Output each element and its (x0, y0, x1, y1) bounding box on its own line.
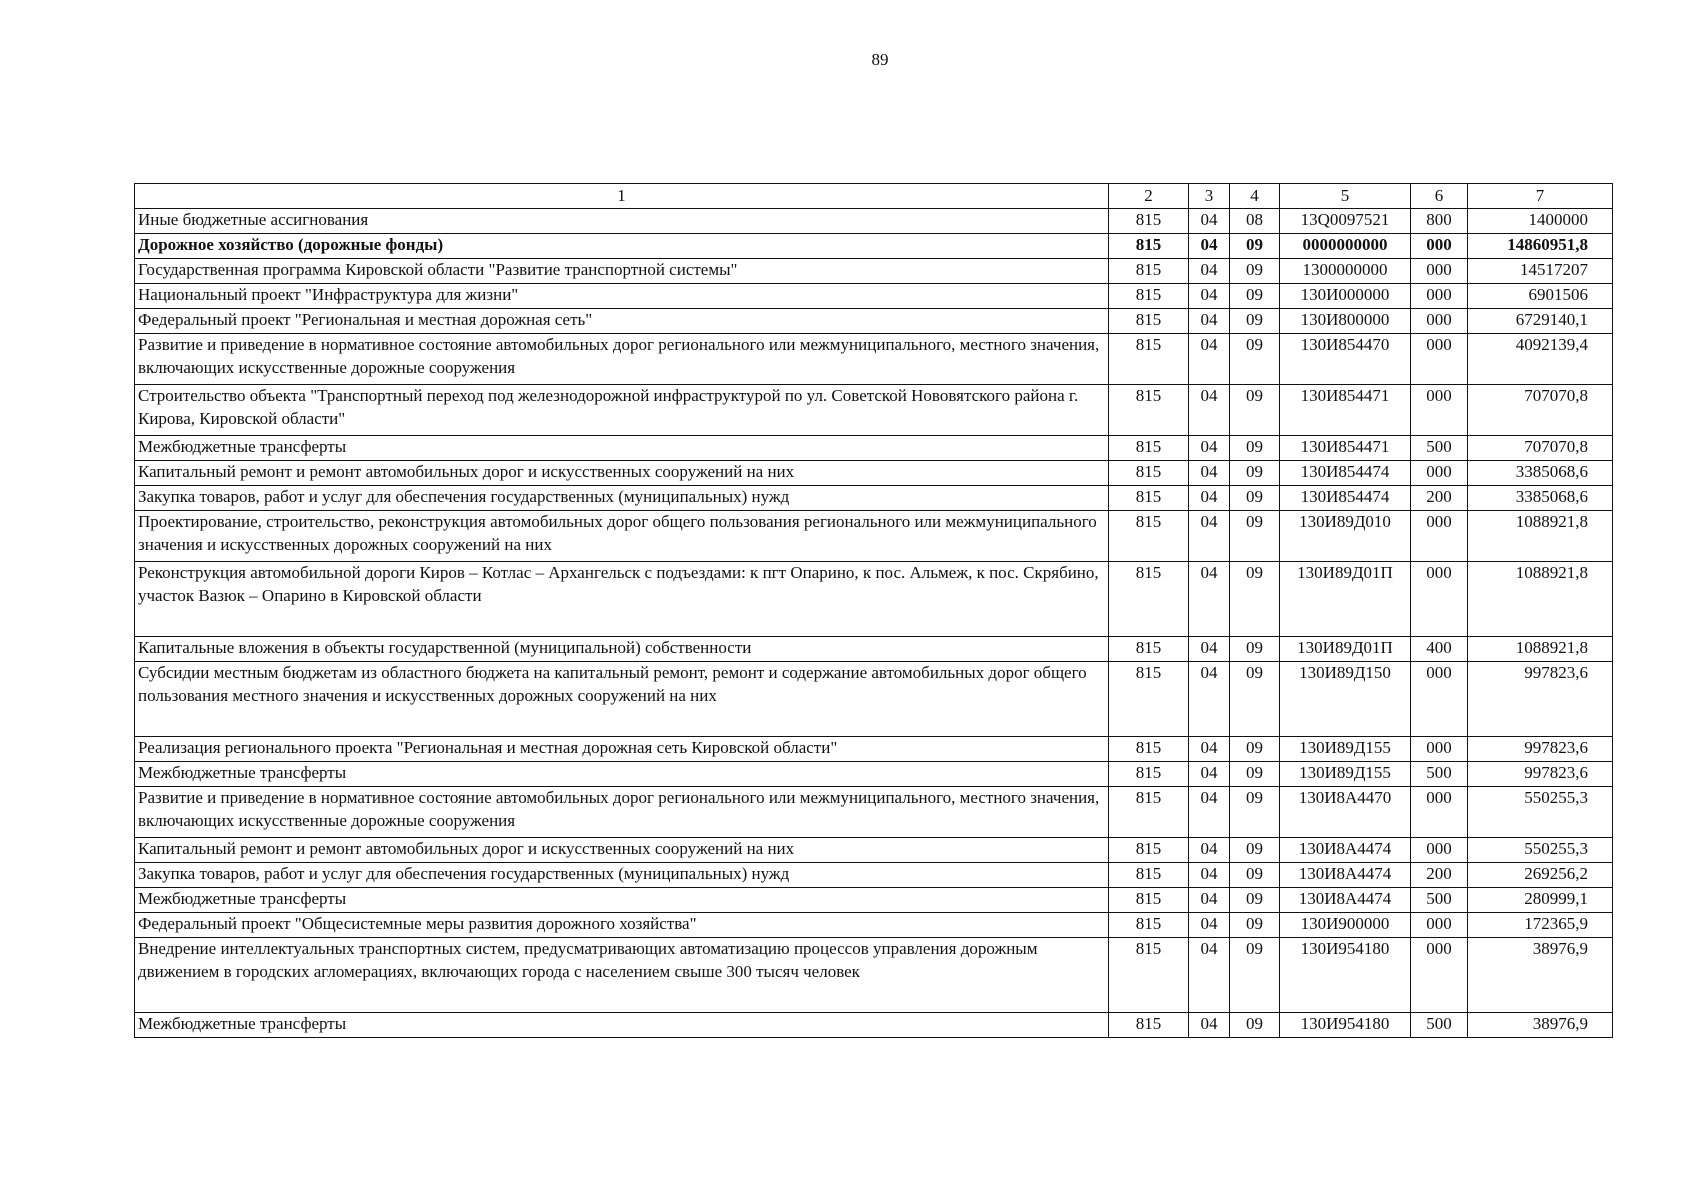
header-row (135, 184, 1613, 209)
cell-expense-type: 200 (1411, 863, 1468, 888)
table-row (135, 259, 1613, 284)
cell-name: Закупка товаров, работ и услуг для обеспечения государственных (муниципальных) нужд (135, 486, 1109, 511)
cell-section: 04 (1189, 762, 1230, 787)
cell-section: 04 (1189, 662, 1230, 737)
budget-table (134, 183, 1613, 1038)
cell-target-article: 130И854474 (1280, 461, 1411, 486)
column-header-6: 6 (1411, 184, 1468, 209)
cell-section: 04 (1189, 511, 1230, 562)
cell-ved: 815 (1109, 259, 1189, 284)
cell-amount: 1400000 (1468, 209, 1613, 234)
cell-target-article: 130И854474 (1280, 486, 1411, 511)
cell-amount: 6729140,1 (1468, 309, 1613, 334)
cell-subsection: 09 (1230, 309, 1280, 334)
cell-ved: 815 (1109, 737, 1189, 762)
cell-section: 04 (1189, 209, 1230, 234)
cell-ved: 815 (1109, 838, 1189, 863)
cell-target-article: 0000000000 (1280, 234, 1411, 259)
table-row (135, 385, 1613, 436)
cell-ved: 815 (1109, 938, 1189, 1013)
cell-name: Федеральный проект "Общесистемные меры развития дорожного хозяйства" (135, 913, 1109, 938)
cell-section: 04 (1189, 863, 1230, 888)
cell-ved: 815 (1109, 309, 1189, 334)
column-header-1: 1 (135, 184, 1109, 209)
cell-subsection: 09 (1230, 863, 1280, 888)
cell-subsection: 09 (1230, 259, 1280, 284)
cell-expense-type: 400 (1411, 637, 1468, 662)
table-row (135, 863, 1613, 888)
cell-amount: 38976,9 (1468, 1013, 1613, 1038)
cell-expense-type: 000 (1411, 913, 1468, 938)
table-row (135, 637, 1613, 662)
cell-amount: 14860951,8 (1468, 234, 1613, 259)
column-header-3: 3 (1189, 184, 1230, 209)
cell-name: Капитальный ремонт и ремонт автомобильных дорог и искусственных сооружений на них (135, 838, 1109, 863)
cell-expense-type: 000 (1411, 562, 1468, 637)
cell-target-article: 130И8А4474 (1280, 863, 1411, 888)
table-row (135, 234, 1613, 259)
cell-target-article: 130И854471 (1280, 436, 1411, 461)
cell-name: Строительство объекта "Транспортный переход под железнодорожной инфраструктурой по ул. Советской Нововятского района г. Кирова, Кировской области" (135, 385, 1109, 436)
cell-name: Развитие и приведение в нормативное состояние автомобильных дорог регионального или межмуниципального, местного значения, включающих искусственные дорожные сооружения (135, 334, 1109, 385)
cell-name: Субсидии местным бюджетам из областного бюджета на капитальный ремонт, ремонт и содержание автомобильных дорог общего пользования местного значения и искусственных дорожных сооружений на них (135, 662, 1109, 737)
cell-subsection: 09 (1230, 334, 1280, 385)
cell-amount: 1088921,8 (1468, 562, 1613, 637)
cell-subsection: 09 (1230, 762, 1280, 787)
table-row (135, 838, 1613, 863)
cell-subsection: 09 (1230, 284, 1280, 309)
cell-target-article: 130И954180 (1280, 1013, 1411, 1038)
column-header-2: 2 (1109, 184, 1189, 209)
cell-subsection: 09 (1230, 234, 1280, 259)
cell-expense-type: 500 (1411, 436, 1468, 461)
table-row (135, 762, 1613, 787)
cell-target-article: 130И8А4474 (1280, 888, 1411, 913)
table-row (135, 938, 1613, 1013)
cell-subsection: 09 (1230, 511, 1280, 562)
table-row (135, 209, 1613, 234)
cell-section: 04 (1189, 334, 1230, 385)
cell-target-article: 130И8А4470 (1280, 787, 1411, 838)
cell-section: 04 (1189, 838, 1230, 863)
cell-expense-type: 000 (1411, 787, 1468, 838)
cell-name: Дорожное хозяйство (дорожные фонды) (135, 234, 1109, 259)
cell-name: Иные бюджетные ассигнования (135, 209, 1109, 234)
cell-expense-type: 000 (1411, 309, 1468, 334)
cell-ved: 815 (1109, 662, 1189, 737)
cell-target-article: 130И800000 (1280, 309, 1411, 334)
cell-amount: 6901506 (1468, 284, 1613, 309)
cell-ved: 815 (1109, 762, 1189, 787)
cell-target-article: 130И89Д01П (1280, 562, 1411, 637)
cell-ved: 815 (1109, 1013, 1189, 1038)
cell-expense-type: 000 (1411, 234, 1468, 259)
cell-target-article: 130И854471 (1280, 385, 1411, 436)
cell-target-article: 130И900000 (1280, 913, 1411, 938)
cell-amount: 172365,9 (1468, 913, 1613, 938)
cell-name: Федеральный проект "Региональная и местная дорожная сеть" (135, 309, 1109, 334)
cell-section: 04 (1189, 737, 1230, 762)
cell-ved: 815 (1109, 436, 1189, 461)
cell-expense-type: 800 (1411, 209, 1468, 234)
cell-amount: 997823,6 (1468, 662, 1613, 737)
cell-subsection: 09 (1230, 486, 1280, 511)
cell-expense-type: 000 (1411, 737, 1468, 762)
cell-target-article: 1300000000 (1280, 259, 1411, 284)
cell-expense-type: 500 (1411, 888, 1468, 913)
cell-amount: 3385068,6 (1468, 461, 1613, 486)
cell-name: Капитальный ремонт и ремонт автомобильных дорог и искусственных сооружений на них (135, 461, 1109, 486)
cell-section: 04 (1189, 436, 1230, 461)
cell-subsection: 09 (1230, 838, 1280, 863)
table-row (135, 787, 1613, 838)
table-row (135, 334, 1613, 385)
cell-target-article: 130И89Д155 (1280, 762, 1411, 787)
cell-ved: 815 (1109, 385, 1189, 436)
cell-amount: 997823,6 (1468, 762, 1613, 787)
cell-amount: 707070,8 (1468, 385, 1613, 436)
cell-subsection: 09 (1230, 938, 1280, 1013)
cell-expense-type: 000 (1411, 284, 1468, 309)
cell-subsection: 08 (1230, 209, 1280, 234)
cell-target-article: 130И8А4474 (1280, 838, 1411, 863)
cell-subsection: 09 (1230, 385, 1280, 436)
cell-expense-type: 000 (1411, 511, 1468, 562)
page-number: 89 (871, 50, 889, 69)
cell-section: 04 (1189, 1013, 1230, 1038)
cell-section: 04 (1189, 637, 1230, 662)
cell-section: 04 (1189, 309, 1230, 334)
table-row (135, 662, 1613, 737)
cell-ved: 815 (1109, 486, 1189, 511)
cell-amount: 1088921,8 (1468, 637, 1613, 662)
cell-target-article: 130И854470 (1280, 334, 1411, 385)
cell-expense-type: 000 (1411, 838, 1468, 863)
cell-amount: 38976,9 (1468, 938, 1613, 1013)
cell-ved: 815 (1109, 334, 1189, 385)
table-body (135, 209, 1613, 1038)
cell-name: Национальный проект "Инфраструктура для жизни" (135, 284, 1109, 309)
cell-amount: 280999,1 (1468, 888, 1613, 913)
table-row (135, 511, 1613, 562)
cell-expense-type: 000 (1411, 461, 1468, 486)
cell-name: Закупка товаров, работ и услуг для обеспечения государственных (муниципальных) нужд (135, 863, 1109, 888)
cell-name: Межбюджетные трансферты (135, 436, 1109, 461)
cell-amount: 1088921,8 (1468, 511, 1613, 562)
cell-section: 04 (1189, 938, 1230, 1013)
table-row (135, 461, 1613, 486)
cell-amount: 14517207 (1468, 259, 1613, 284)
cell-ved: 815 (1109, 511, 1189, 562)
cell-name: Межбюджетные трансферты (135, 888, 1109, 913)
cell-amount: 997823,6 (1468, 737, 1613, 762)
cell-name: Государственная программа Кировской области "Развитие транспортной системы" (135, 259, 1109, 284)
cell-name: Капитальные вложения в объекты государственной (муниципальной) собственности (135, 637, 1109, 662)
cell-amount: 3385068,6 (1468, 486, 1613, 511)
cell-section: 04 (1189, 284, 1230, 309)
cell-section: 04 (1189, 562, 1230, 637)
cell-expense-type: 500 (1411, 1013, 1468, 1038)
cell-name: Межбюджетные трансферты (135, 1013, 1109, 1038)
table-row (135, 486, 1613, 511)
cell-target-article: 130И89Д01П (1280, 637, 1411, 662)
cell-subsection: 09 (1230, 436, 1280, 461)
cell-expense-type: 000 (1411, 938, 1468, 1013)
cell-ved: 815 (1109, 284, 1189, 309)
cell-expense-type: 000 (1411, 662, 1468, 737)
cell-amount: 550255,3 (1468, 838, 1613, 863)
cell-section: 04 (1189, 385, 1230, 436)
cell-name: Реализация регионального проекта "Региональная и местная дорожная сеть Кировской области" (135, 737, 1109, 762)
table-row (135, 309, 1613, 334)
cell-ved: 815 (1109, 461, 1189, 486)
cell-expense-type: 000 (1411, 334, 1468, 385)
cell-subsection: 09 (1230, 461, 1280, 486)
table-row (135, 1013, 1613, 1038)
cell-amount: 269256,2 (1468, 863, 1613, 888)
cell-name: Реконструкция автомобильной дороги Киров – Котлас – Архангельск с подъездами: к пгт Опарино, к пос. Альмеж, к пос. Скрябино, участок Вазюк – Опарино в Кировской области (135, 562, 1109, 637)
cell-expense-type: 000 (1411, 385, 1468, 436)
cell-ved: 815 (1109, 913, 1189, 938)
cell-subsection: 09 (1230, 562, 1280, 637)
cell-amount: 550255,3 (1468, 787, 1613, 838)
cell-amount: 4092139,4 (1468, 334, 1613, 385)
table-row (135, 562, 1613, 637)
cell-target-article: 130И89Д155 (1280, 737, 1411, 762)
cell-subsection: 09 (1230, 1013, 1280, 1038)
cell-section: 04 (1189, 259, 1230, 284)
cell-section: 04 (1189, 787, 1230, 838)
cell-ved: 815 (1109, 888, 1189, 913)
cell-subsection: 09 (1230, 888, 1280, 913)
cell-name: Внедрение интеллектуальных транспортных систем, предусматривающих автоматизацию процессов управления дорожным движением в городских агломерациях, включающих города с населением свыше 300 тысяч человек (135, 938, 1109, 1013)
table-row (135, 436, 1613, 461)
cell-subsection: 09 (1230, 637, 1280, 662)
cell-subsection: 09 (1230, 737, 1280, 762)
cell-target-article: 13Q0097521 (1280, 209, 1411, 234)
table-row (135, 284, 1613, 309)
cell-ved: 815 (1109, 863, 1189, 888)
cell-ved: 815 (1109, 637, 1189, 662)
cell-ved: 815 (1109, 209, 1189, 234)
table-row (135, 737, 1613, 762)
cell-section: 04 (1189, 234, 1230, 259)
cell-section: 04 (1189, 486, 1230, 511)
column-header-7: 7 (1468, 184, 1613, 209)
cell-expense-type: 200 (1411, 486, 1468, 511)
cell-section: 04 (1189, 461, 1230, 486)
cell-target-article: 130И89Д010 (1280, 511, 1411, 562)
table-row (135, 913, 1613, 938)
cell-expense-type: 000 (1411, 259, 1468, 284)
cell-target-article: 130И954180 (1280, 938, 1411, 1013)
cell-name: Проектирование, строительство, реконструкция автомобильных дорог общего пользования регионального или межмуниципального значения и искусственных дорожных сооружений на них (135, 511, 1109, 562)
cell-expense-type: 500 (1411, 762, 1468, 787)
cell-subsection: 09 (1230, 787, 1280, 838)
cell-target-article: 130И000000 (1280, 284, 1411, 309)
cell-target-article: 130И89Д150 (1280, 662, 1411, 737)
cell-subsection: 09 (1230, 913, 1280, 938)
cell-subsection: 09 (1230, 662, 1280, 737)
column-header-5: 5 (1280, 184, 1411, 209)
cell-ved: 815 (1109, 562, 1189, 637)
cell-amount: 707070,8 (1468, 436, 1613, 461)
cell-section: 04 (1189, 888, 1230, 913)
column-header-4: 4 (1230, 184, 1280, 209)
cell-ved: 815 (1109, 787, 1189, 838)
cell-name: Межбюджетные трансферты (135, 762, 1109, 787)
table-row (135, 888, 1613, 913)
cell-ved: 815 (1109, 234, 1189, 259)
cell-section: 04 (1189, 913, 1230, 938)
cell-name: Развитие и приведение в нормативное состояние автомобильных дорог регионального или межмуниципального, местного значения, включающих искусственные дорожные сооружения (135, 787, 1109, 838)
